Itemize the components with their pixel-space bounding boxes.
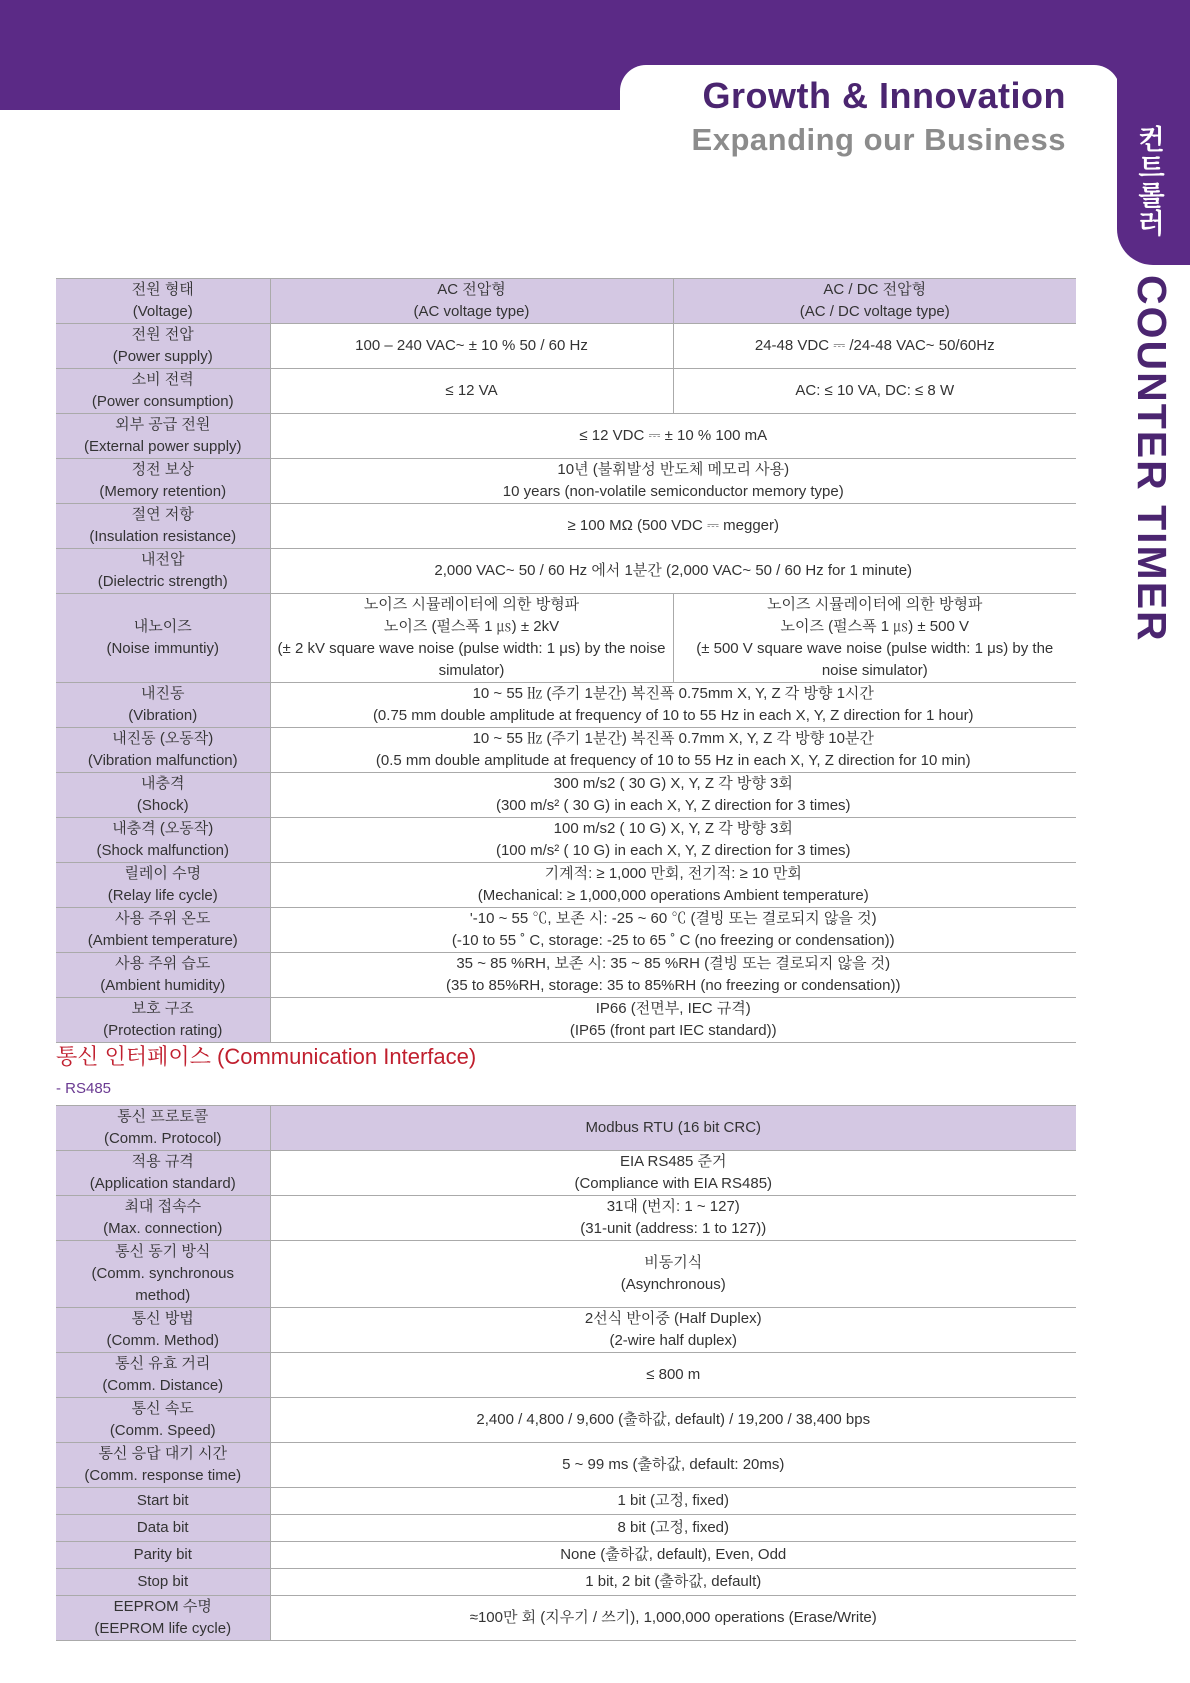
row-label: Data bit: [56, 1515, 270, 1542]
row-value: '-10 ~ 55 ℃, 보존 시: -25 ~ 60 ℃ (결빙 또는 결로되지 않을 것) (-10 to 55 ˚ C, storage: -25 to 65 ˚ C (no freezing or condensation)): [270, 908, 1076, 953]
row-value: 100 – 240 VAC~ ± 10 % 50 / 60 Hz: [270, 324, 673, 369]
row-value: 노이즈 시뮬레이터에 의한 방형파 노이즈 (펄스폭 1 ㎲) ± 2kV (± 2 kV square wave noise (pulse width: 1 μs) by the noise simulator): [270, 594, 673, 683]
row-value: 10 ~ 55 ㎐ (주기 1분간) 복진폭 0.75mm X, Y, Z 각 방향 1시간 (0.75 mm double amplitude at frequency of 10 to 55 Hz in each X, Y, Z direction for 1 hour): [270, 683, 1076, 728]
row-label: 정전 보상 (Memory retention): [56, 459, 270, 504]
row-label: 릴레이 수명 (Relay life cycle): [56, 863, 270, 908]
row-value: 1 bit, 2 bit (출하값, default): [270, 1569, 1076, 1596]
row-value: ≈100만 회 (지우기 / 쓰기), 1,000,000 operations (Erase/Write): [270, 1596, 1076, 1641]
row-label: 통신 속도 (Comm. Speed): [56, 1398, 270, 1443]
row-value: Modbus RTU (16 bit CRC): [270, 1106, 1076, 1151]
row-label: 통신 프로토콜 (Comm. Protocol): [56, 1106, 270, 1151]
row-label: 절연 저항 (Insulation resistance): [56, 504, 270, 549]
row-value: ≤ 800 m: [270, 1353, 1076, 1398]
section-subtitle: - RS485: [56, 1080, 112, 1097]
row-value: AC 전압형 (AC voltage type): [270, 279, 673, 324]
row-label: 내진동 (Vibration): [56, 683, 270, 728]
row-label: 내충격 (Shock): [56, 773, 270, 818]
table-row: [56, 1196, 1076, 1241]
row-value: 10년 (불휘발성 반도체 메모리 사용) 10 years (non-volatile semiconductor memory type): [270, 459, 1076, 504]
table-row: [56, 1443, 1076, 1488]
table-row: [56, 414, 1076, 459]
row-label: 최대 접속수 (Max. connection): [56, 1196, 270, 1241]
table-row: [56, 773, 1076, 818]
row-label: 적용 규격 (Application standard): [56, 1151, 270, 1196]
row-label: 보호 구조 (Protection rating): [56, 998, 270, 1043]
table-row: [56, 683, 1076, 728]
row-label: 통신 방법 (Comm. Method): [56, 1308, 270, 1353]
table-row: [56, 504, 1076, 549]
row-value: 10 ~ 55 ㎐ (주기 1분간) 복진폭 0.7mm X, Y, Z 각 방향 10분간 (0.5 mm double amplitude at frequency of 10 to 55 Hz in each X, Y, Z direction for 10 min): [270, 728, 1076, 773]
row-value: IP66 (전면부, IEC 규격) (IP65 (front part IEC standard)): [270, 998, 1076, 1043]
table-row: [56, 1308, 1076, 1353]
row-label: EEPROM 수명 (EEPROM life cycle): [56, 1596, 270, 1641]
row-value: 기계적: ≥ 1,000 만회, 전기적: ≥ 10 만회 (Mechanical: ≥ 1,000,000 operations Ambient temperature): [270, 863, 1076, 908]
table-row: [56, 863, 1076, 908]
row-label: 내전압 (Dielectric strength): [56, 549, 270, 594]
row-value: 5 ~ 99 ms (출하값, default: 20ms): [270, 1443, 1076, 1488]
row-label: 사용 주위 온도 (Ambient temperature): [56, 908, 270, 953]
table-row: [56, 1488, 1076, 1515]
table-row: [56, 1515, 1076, 1542]
row-value: ≥ 100 MΩ (500 VDC ⎓ megger): [270, 504, 1076, 549]
row-label: 전원 전압 (Power supply): [56, 324, 270, 369]
row-label: 통신 응답 대기 시간 (Comm. response time): [56, 1443, 270, 1488]
row-value: 2선식 반이중 (Half Duplex) (2-wire half duplex): [270, 1308, 1076, 1353]
side-tab-label: 컨트롤러: [1134, 125, 1164, 237]
table-row: [56, 279, 1076, 324]
row-value: AC / DC 전압형 (AC / DC voltage type): [673, 279, 1076, 324]
row-value: 24-48 VDC ⎓ /24-48 VAC~ 50/60Hz: [673, 324, 1076, 369]
row-label: 외부 공급 전원 (External power supply): [56, 414, 270, 459]
spec-table: [56, 278, 1076, 1043]
row-value: AC: ≤ 10 VA, DC: ≤ 8 W: [673, 369, 1076, 414]
row-value: 100 m/s2 ( 10 G) X, Y, Z 각 방향 3회 (100 m/s² ( 10 G) in each X, Y, Z direction for 3 times): [270, 818, 1076, 863]
table-row: [56, 953, 1076, 998]
row-label: 내진동 (오동작) (Vibration malfunction): [56, 728, 270, 773]
row-label: 소비 전력 (Power consumption): [56, 369, 270, 414]
row-value: 35 ~ 85 %RH, 보존 시: 35 ~ 85 %RH (결빙 또는 결로되지 않을 것) (35 to 85%RH, storage: 35 to 85%RH (no freezing or condensation)): [270, 953, 1076, 998]
table-row: [56, 459, 1076, 504]
table-row: [56, 594, 1076, 683]
row-label: 통신 유효 거리 (Comm. Distance): [56, 1353, 270, 1398]
row-label: 내노이즈 (Noise immuntiy): [56, 594, 270, 683]
table-row: [56, 324, 1076, 369]
row-label: Stop bit: [56, 1569, 270, 1596]
row-value: 비동기식 (Asynchronous): [270, 1241, 1076, 1308]
comm-table: [56, 1105, 1076, 1641]
row-value: 8 bit (고정, fixed): [270, 1515, 1076, 1542]
row-value: None (출하값, default), Even, Odd: [270, 1542, 1076, 1569]
page-title: Growth & Innovation: [702, 75, 1066, 116]
table-row: [56, 1241, 1076, 1308]
page-subtitle: Expanding our Business: [691, 122, 1066, 157]
row-value: ≤ 12 VA: [270, 369, 673, 414]
table-row: [56, 1151, 1076, 1196]
table-row: [56, 908, 1076, 953]
row-label: Parity bit: [56, 1542, 270, 1569]
row-value: 노이즈 시뮬레이터에 의한 방형파 노이즈 (펄스폭 1 ㎲) ± 500 V (± 500 V square wave noise (pulse width: 1 μs) by the noise simulator): [673, 594, 1076, 683]
table-row: [56, 1398, 1076, 1443]
table-row: [56, 1353, 1076, 1398]
row-value: ≤ 12 VDC ⎓ ± 10 % 100 mA: [270, 414, 1076, 459]
table-row: [56, 1569, 1076, 1596]
table-row: [56, 1542, 1076, 1569]
row-value: 31대 (번지: 1 ~ 127) (31-unit (address: 1 to 127)): [270, 1196, 1076, 1241]
row-value: 2,400 / 4,800 / 9,600 (출하값, default) / 19,200 / 38,400 bps: [270, 1398, 1076, 1443]
table-row: [56, 549, 1076, 594]
section-title: 통신 인터페이스 (Communication Interface): [56, 1044, 477, 1069]
table-row: [56, 818, 1076, 863]
row-value: EIA RS485 준거 (Compliance with EIA RS485): [270, 1151, 1076, 1196]
row-label: 사용 주위 습도 (Ambient humidity): [56, 953, 270, 998]
row-label: Start bit: [56, 1488, 270, 1515]
row-value: 2,000 VAC~ 50 / 60 Hz 에서 1분간 (2,000 VAC~ 50 / 60 Hz for 1 minute): [270, 549, 1076, 594]
table-row: [56, 1596, 1076, 1641]
table-row: [56, 1106, 1076, 1151]
row-value: 1 bit (고정, fixed): [270, 1488, 1076, 1515]
row-label: 전원 형태 (Voltage): [56, 279, 270, 324]
table-row: [56, 728, 1076, 773]
table-row: [56, 998, 1076, 1043]
row-label: 통신 동기 방식 (Comm. synchronous method): [56, 1241, 270, 1308]
table-row: [56, 369, 1076, 414]
row-value: 300 m/s2 ( 30 G) X, Y, Z 각 방향 3회 (300 m/s² ( 30 G) in each X, Y, Z direction for 3 times): [270, 773, 1076, 818]
row-label: 내충격 (오동작) (Shock malfunction): [56, 818, 270, 863]
side-category-label: COUNTER TIMER: [1129, 275, 1175, 643]
